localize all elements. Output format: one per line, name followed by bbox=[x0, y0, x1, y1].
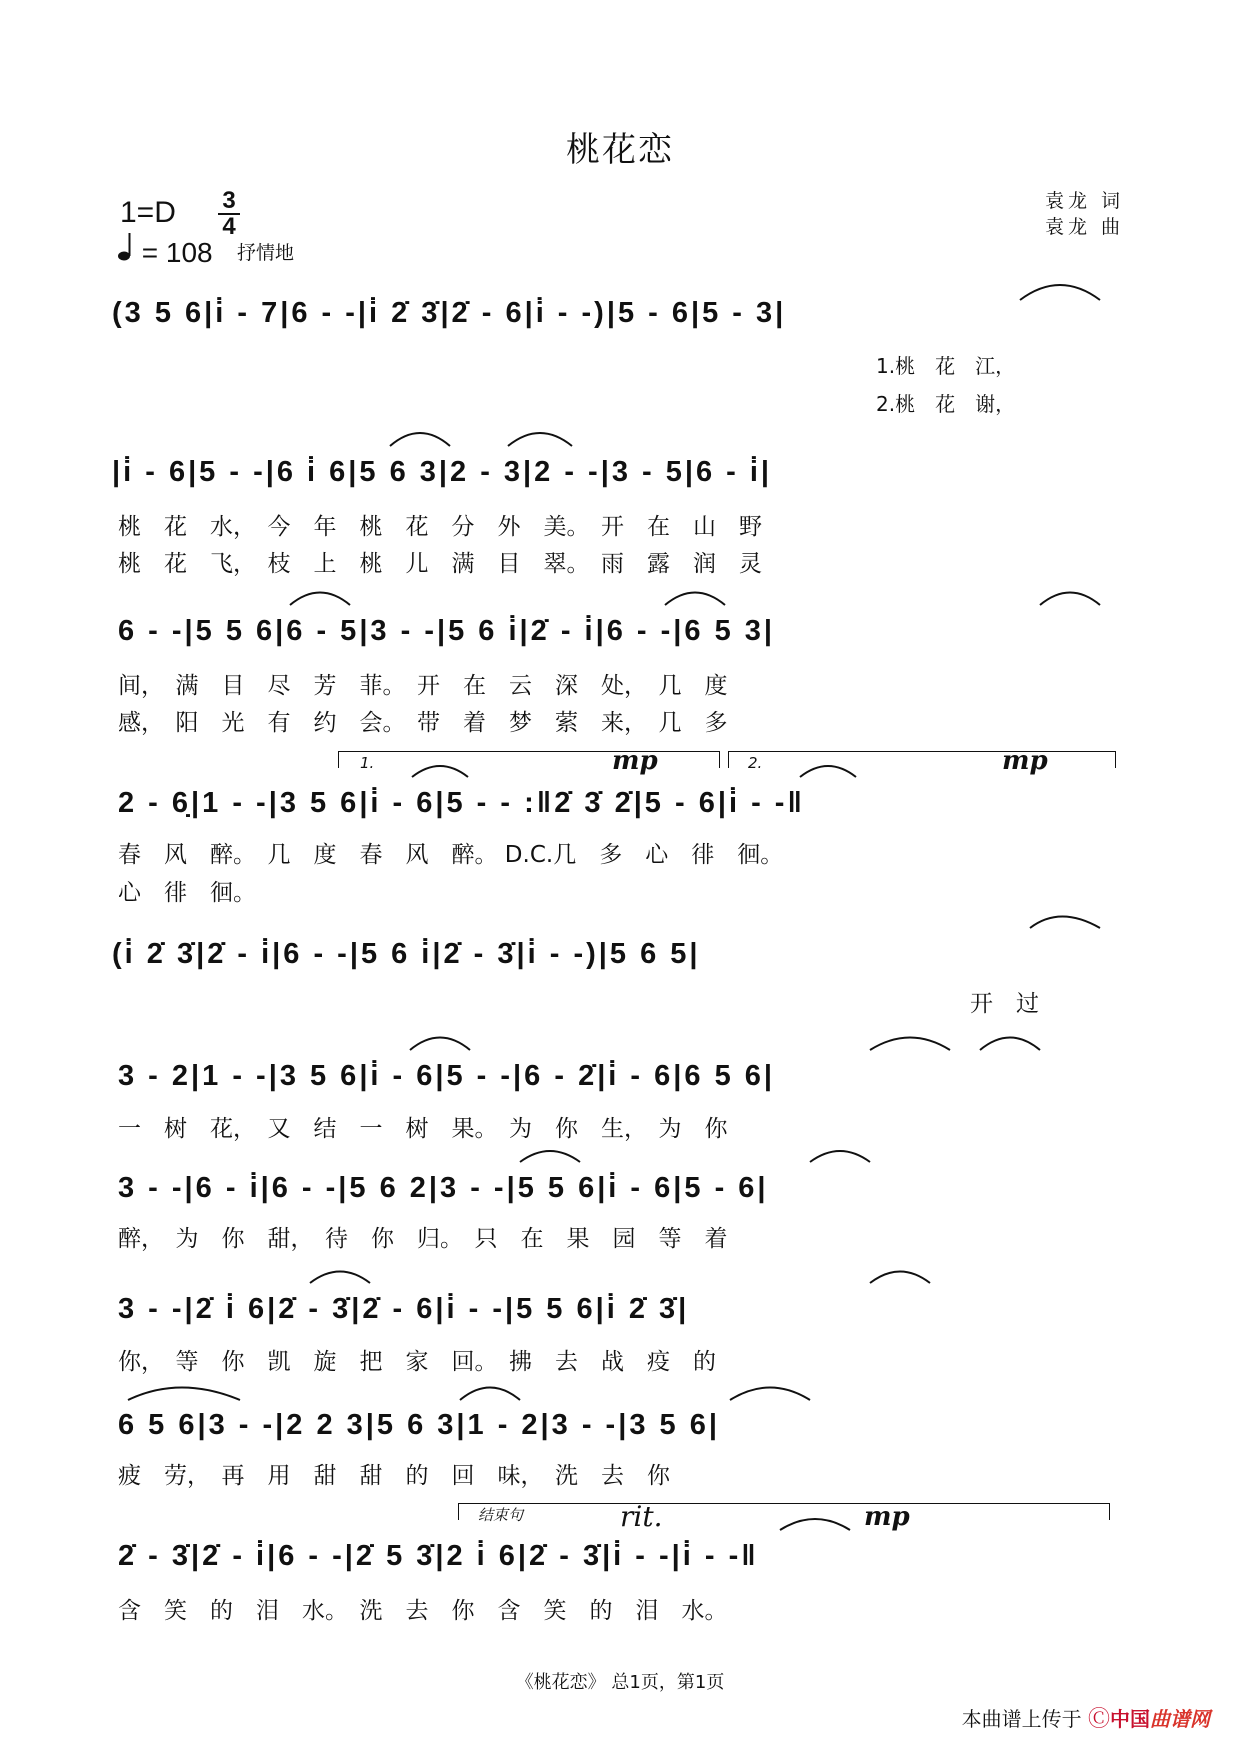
lyrics-row-4-verse-2: 心 徘 徊。 bbox=[118, 880, 256, 906]
slur-mark bbox=[1040, 593, 1100, 606]
lyrics-row-10: 含 笑 的 泪 水。 洗 去 你 含 笑 的 泪 水。 bbox=[118, 1598, 728, 1624]
slur-mark bbox=[390, 433, 450, 446]
site-logo-icon: Ⓒ bbox=[1087, 1707, 1110, 1732]
lyrics-row-2-verse-2: 桃 花 飞， 枝 上 桃 儿 满 目 翠。 雨 露 润 灵 bbox=[118, 551, 762, 577]
slur-mark bbox=[730, 1388, 810, 1401]
lyrics-row-7: 醉， 为 你 甜， 待 你 归。 只 在 果 园 等 着 bbox=[118, 1226, 728, 1252]
slur-mark bbox=[508, 433, 572, 446]
notation-row-5: (i̇ 2̇ 3̇|2̇ - i̇|6 - -|5 6 i̇|2̇ - 3̇|i̇ - -)|5 6 5| bbox=[112, 938, 701, 970]
slur-mark bbox=[520, 1151, 580, 1162]
brand-part-1: 中国 bbox=[1110, 1707, 1150, 1731]
key-signature: 1=D bbox=[120, 196, 176, 229]
lyrics-row-4-verse-1: 春 风 醉。 几 度 春 风 醉。 D.C.几 多 心 徘 徊。 bbox=[118, 842, 784, 868]
slur-mark bbox=[1020, 285, 1100, 300]
ending-label: 结束句 bbox=[478, 1506, 524, 1524]
upload-credit bbox=[962, 1702, 1210, 1733]
slur-mark bbox=[410, 1038, 470, 1051]
notation-row-4: 2 - 6̣|1 - -|3 5 6|i̇ - 6|5 - - :‖2̇ 3̇ 2̇|5 - 6|i̇ - -‖ bbox=[118, 787, 805, 819]
notation-row-9: 6 5 6|3 - -|2 2 3|5 6 3|1 - 2|3 - -|3 5 6| bbox=[118, 1409, 720, 1441]
volta-bracket-1 bbox=[338, 751, 720, 768]
lyrics-row-3-verse-2: 感， 阳 光 有 约 会。 带 着 梦 萦 来， 几 多 bbox=[118, 710, 728, 736]
slur-mark bbox=[1030, 917, 1100, 929]
notation-row-2: |i̇ - 6|5 - -|6 i̇ 6|5 6 3|2 - 3|2 - -|3 - 5|6 - i̇| bbox=[112, 456, 773, 488]
slur-mark bbox=[810, 1151, 870, 1162]
tempo-marking bbox=[118, 232, 213, 269]
time-sig-top: 3 bbox=[222, 187, 236, 214]
time-signature bbox=[216, 187, 242, 240]
notation-row-7: 3 - -|6 - i̇|6 - -|5 6 2|3 - -|5 5 6|i̇ - 6|5 - 6| bbox=[118, 1172, 769, 1204]
slur-mark bbox=[310, 1272, 370, 1284]
tempo-value: = 108 bbox=[141, 237, 213, 268]
time-sig-bottom: 4 bbox=[222, 213, 236, 240]
notation-row-1: (3 5 6|i̇ - 7|6 - -|i̇ 2̇ 3̇|2̇ - 6|i̇ - -)|5 - 6|5 - 3| bbox=[112, 297, 787, 329]
volta-label-2: 2. bbox=[748, 754, 763, 772]
slur-mark bbox=[980, 1038, 1040, 1051]
notation-row-3: 6 - -|5 5 6|6 - 5|3 - -|5 6 i̇|2̇ - i̇|6 - -|6 5 3| bbox=[118, 615, 775, 647]
brand-part-2: 曲谱网 bbox=[1150, 1707, 1210, 1731]
dynamic-mp-3: mp bbox=[864, 1502, 910, 1532]
score-title: 桃花恋 bbox=[566, 130, 674, 170]
slur-mark bbox=[128, 1388, 240, 1401]
slur-mark bbox=[870, 1038, 950, 1051]
lyrics-row-1-verse-2: 2.桃 花 谢， bbox=[876, 392, 1016, 416]
slur-mark bbox=[290, 593, 350, 606]
notation-row-6: 3 - 2|1 - -|3 5 6|i̇ - 6|5 - -|6 - 2̇|i̇ - 6|6 5 6| bbox=[118, 1060, 775, 1092]
expression-marking: 抒情地 bbox=[237, 242, 295, 264]
dynamic-mp-2: mp bbox=[1002, 746, 1048, 776]
slur-mark bbox=[460, 1388, 520, 1401]
slur-mark bbox=[780, 1519, 850, 1530]
lyrics-row-5: 开 过 bbox=[970, 991, 1039, 1017]
upload-prefix: 本曲谱上传于 bbox=[961, 1707, 1082, 1731]
lyrics-row-3-verse-1: 间， 满 目 尽 芳 菲。 开 在 云 深 处， 几 度 bbox=[118, 673, 728, 699]
notation-row-8: 3 - -|2̇ i̇ 6|2̇ - 3̇|2̇ - 6|i̇ - -|5 5 6|i̇ 2̇ 3̇| bbox=[118, 1293, 690, 1325]
quarter-note-icon bbox=[118, 232, 134, 262]
notation-row-10: 2̇ - 3̇|2̇ - i̇|6 - -|2̇ 5 3̇|2 i̇ 6|2̇ - 3̇|i̇ - -|i̇ - -‖ bbox=[118, 1540, 759, 1572]
slur-mark bbox=[665, 593, 725, 606]
lyrics-row-9: 疲 劳， 再 用 甜 甜 的 回 味， 洗 去 你 bbox=[118, 1463, 670, 1489]
lyrics-row-2-verse-1: 桃 花 水， 今 年 桃 花 分 外 美。 开 在 山 野 bbox=[118, 514, 762, 540]
volta-label-1: 1. bbox=[360, 754, 375, 772]
composer-credit: 袁龙 曲 bbox=[1044, 216, 1124, 238]
dynamic-mp-1: mp bbox=[612, 746, 658, 776]
lyricist-credit: 袁龙 词 bbox=[1044, 190, 1124, 212]
volta-bracket-2 bbox=[728, 751, 1116, 768]
lyrics-row-1-verse-1: 1.桃 花 江， bbox=[876, 354, 1016, 378]
lyrics-row-6: 一 树 花， 又 结 一 树 果。 为 你 生， 为 你 bbox=[118, 1116, 728, 1142]
ritardando-marking: rit. bbox=[620, 1500, 663, 1533]
slur-mark bbox=[870, 1272, 930, 1284]
ending-bracket bbox=[458, 1503, 1110, 1520]
lyrics-row-8: 你， 等 你 凯 旋 把 家 回。 拂 去 战 疫 的 bbox=[118, 1349, 716, 1375]
page-footer: 《桃花恋》 总1页，第1页 bbox=[515, 1672, 725, 1693]
